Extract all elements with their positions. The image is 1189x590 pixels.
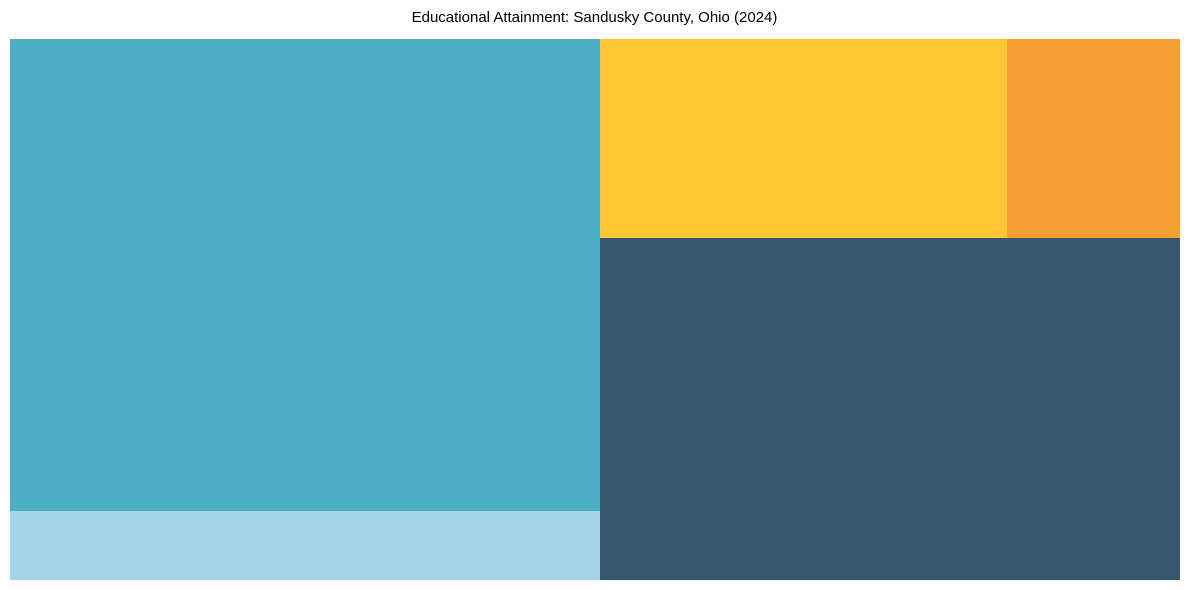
- treemap-cell-light-blue: [10, 511, 600, 580]
- treemap-cell-orange: [1007, 39, 1180, 238]
- treemap: [10, 39, 1180, 580]
- treemap-cell-yellow: [600, 39, 1007, 238]
- chart-title: Educational Attainment: Sandusky County, Ohio (2024): [411, 9, 778, 26]
- treemap-cell-dark-slate: [600, 238, 1180, 580]
- treemap-cell-teal: [10, 39, 600, 511]
